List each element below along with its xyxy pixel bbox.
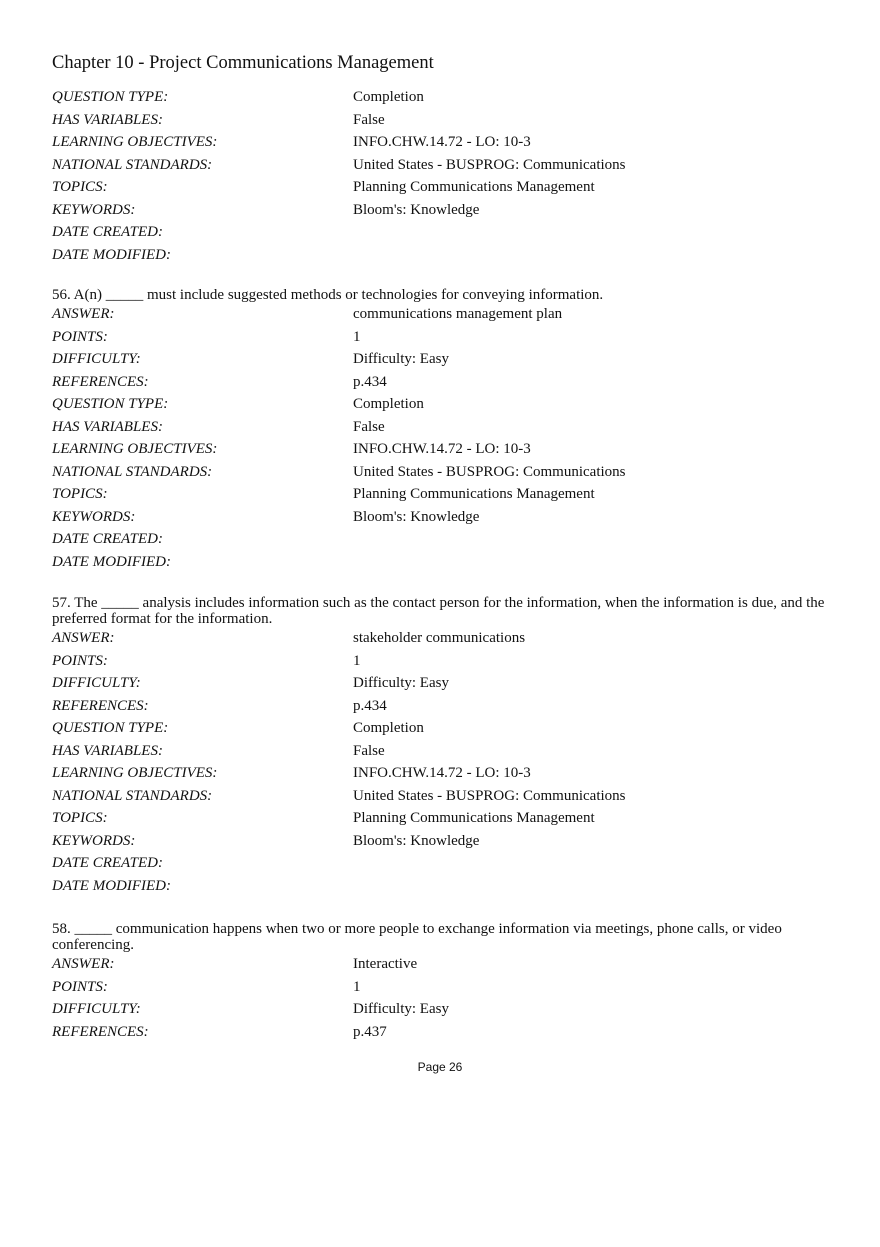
meta-row-references xyxy=(52,695,832,718)
meta-row-references xyxy=(52,1021,832,1044)
meta-row-date-modified xyxy=(52,875,832,898)
meta-label: LEARNING OBJECTIVES: xyxy=(52,134,218,150)
meta-value: Difficulty: Easy xyxy=(353,351,449,367)
meta-value: stakeholder communications xyxy=(353,630,526,646)
prev-question-metadata xyxy=(52,86,832,266)
meta-value: United States - BUSPROG: Communications xyxy=(353,463,626,480)
meta-label: HAS VARIABLES: xyxy=(52,418,163,435)
meta-label: TOPICS: xyxy=(52,486,108,502)
meta-label: KEYWORDS: xyxy=(52,201,136,218)
question-text: 56. A(n) _____ must include suggested methods or technologies for conveying information. xyxy=(52,287,604,303)
meta-label: KEYWORDS: xyxy=(52,832,136,849)
meta-value: INFO.CHW.14.72 - LO: 10-3 xyxy=(353,765,531,781)
meta-row-keywords xyxy=(52,830,832,853)
meta-value: Completion xyxy=(353,396,424,412)
meta-row-date-modified xyxy=(52,551,832,574)
meta-value: p.437 xyxy=(353,1023,387,1040)
meta-row-keywords xyxy=(52,506,832,529)
meta-row-answer xyxy=(52,627,832,650)
meta-row-date-modified xyxy=(52,244,832,267)
meta-row-date-created xyxy=(52,528,832,551)
meta-label: ANSWER: xyxy=(52,630,115,646)
meta-value: Difficulty: Easy xyxy=(353,675,449,691)
meta-label: REFERENCES: xyxy=(52,697,149,714)
meta-row-date-created xyxy=(52,221,832,244)
meta-row-points xyxy=(52,976,832,999)
meta-label: HAS VARIABLES: xyxy=(52,111,163,128)
meta-row-topics xyxy=(52,807,832,830)
meta-row-learning-objectives xyxy=(52,438,832,461)
meta-value: Completion xyxy=(353,720,424,736)
meta-label: DIFFICULTY: xyxy=(52,351,141,367)
meta-label: TOPICS: xyxy=(52,810,108,826)
chapter-title: Chapter 10 - Project Communications Management xyxy=(52,53,434,73)
meta-value: False xyxy=(353,418,385,435)
meta-value: communications management plan xyxy=(353,306,563,322)
meta-value: Completion xyxy=(353,89,424,105)
question-57 xyxy=(52,595,832,897)
meta-value: Planning Communications Management xyxy=(353,810,595,826)
meta-label: NATIONAL STANDARDS: xyxy=(52,156,213,173)
meta-value: 1 xyxy=(353,652,361,669)
question-56 xyxy=(52,287,832,573)
question-58 xyxy=(52,921,832,1043)
meta-label: DATE MODIFIED: xyxy=(52,553,171,570)
page-number: Page 26 xyxy=(417,1060,463,1074)
meta-label: HAS VARIABLES: xyxy=(52,742,163,759)
question-text: 58. _____ communication happens when two or more people to exchange information via meetings, phone calls, or video conferencing. xyxy=(52,921,782,953)
question-text: 57. The _____ analysis includes information such as the contact person for the information, when the information is due, and the preferred format for the information. xyxy=(52,595,825,627)
meta-label: POINTS: xyxy=(52,978,108,995)
meta-row-difficulty xyxy=(52,348,832,371)
meta-value: p.434 xyxy=(353,373,387,390)
meta-label: QUESTION TYPE: xyxy=(52,396,169,412)
meta-row-question-type xyxy=(52,393,832,416)
meta-label: DATE CREATED: xyxy=(52,855,163,871)
meta-row-national-standards xyxy=(52,154,832,177)
meta-row-topics xyxy=(52,176,832,199)
meta-row-topics xyxy=(52,483,832,506)
meta-label: DATE CREATED: xyxy=(52,224,163,240)
meta-label: NATIONAL STANDARDS: xyxy=(52,463,213,480)
meta-row-date-created xyxy=(52,852,832,875)
meta-row-difficulty xyxy=(52,672,832,695)
meta-value: 1 xyxy=(353,978,361,995)
meta-value: INFO.CHW.14.72 - LO: 10-3 xyxy=(353,441,531,457)
meta-value: p.434 xyxy=(353,697,387,714)
meta-value: United States - BUSPROG: Communications xyxy=(353,787,626,804)
meta-label: QUESTION TYPE: xyxy=(52,720,169,736)
meta-row-has-variables xyxy=(52,109,832,132)
meta-label: ANSWER: xyxy=(52,956,115,972)
meta-label: KEYWORDS: xyxy=(52,508,136,525)
meta-value: Bloom's: Knowledge xyxy=(353,508,480,525)
meta-value: Interactive xyxy=(353,956,418,972)
meta-row-national-standards xyxy=(52,785,832,808)
meta-row-references xyxy=(52,371,832,394)
meta-row-answer xyxy=(52,303,832,326)
meta-row-points xyxy=(52,326,832,349)
meta-row-has-variables xyxy=(52,416,832,439)
meta-label: DIFFICULTY: xyxy=(52,1001,141,1017)
meta-value: Planning Communications Management xyxy=(353,179,595,195)
meta-label: REFERENCES: xyxy=(52,373,149,390)
meta-row-keywords xyxy=(52,199,832,222)
meta-label: POINTS: xyxy=(52,328,108,345)
meta-label: DIFFICULTY: xyxy=(52,675,141,691)
meta-row-has-variables xyxy=(52,740,832,763)
meta-label: REFERENCES: xyxy=(52,1023,149,1040)
meta-value: 1 xyxy=(353,328,361,345)
meta-row-points xyxy=(52,650,832,673)
meta-label: POINTS: xyxy=(52,652,108,669)
meta-value: Bloom's: Knowledge xyxy=(353,832,480,849)
meta-label: LEARNING OBJECTIVES: xyxy=(52,441,218,457)
meta-label: ANSWER: xyxy=(52,306,115,322)
meta-value: Bloom's: Knowledge xyxy=(353,201,480,218)
meta-label: NATIONAL STANDARDS: xyxy=(52,787,213,804)
meta-value: False xyxy=(353,742,385,759)
meta-label: DATE CREATED: xyxy=(52,531,163,547)
meta-value: INFO.CHW.14.72 - LO: 10-3 xyxy=(353,134,531,150)
meta-row-question-type xyxy=(52,86,832,109)
meta-value: United States - BUSPROG: Communications xyxy=(353,156,626,173)
meta-label: LEARNING OBJECTIVES: xyxy=(52,765,218,781)
meta-value: Planning Communications Management xyxy=(353,486,595,502)
meta-row-learning-objectives xyxy=(52,131,832,154)
meta-row-learning-objectives xyxy=(52,762,832,785)
meta-label: DATE MODIFIED: xyxy=(52,877,171,894)
meta-row-difficulty xyxy=(52,998,832,1021)
meta-label: DATE MODIFIED: xyxy=(52,246,171,263)
meta-value: Difficulty: Easy xyxy=(353,1001,449,1017)
meta-row-answer xyxy=(52,953,832,976)
meta-row-national-standards xyxy=(52,461,832,484)
meta-row-question-type xyxy=(52,717,832,740)
meta-value: False xyxy=(353,111,385,128)
meta-label: QUESTION TYPE: xyxy=(52,89,169,105)
meta-label: TOPICS: xyxy=(52,179,108,195)
